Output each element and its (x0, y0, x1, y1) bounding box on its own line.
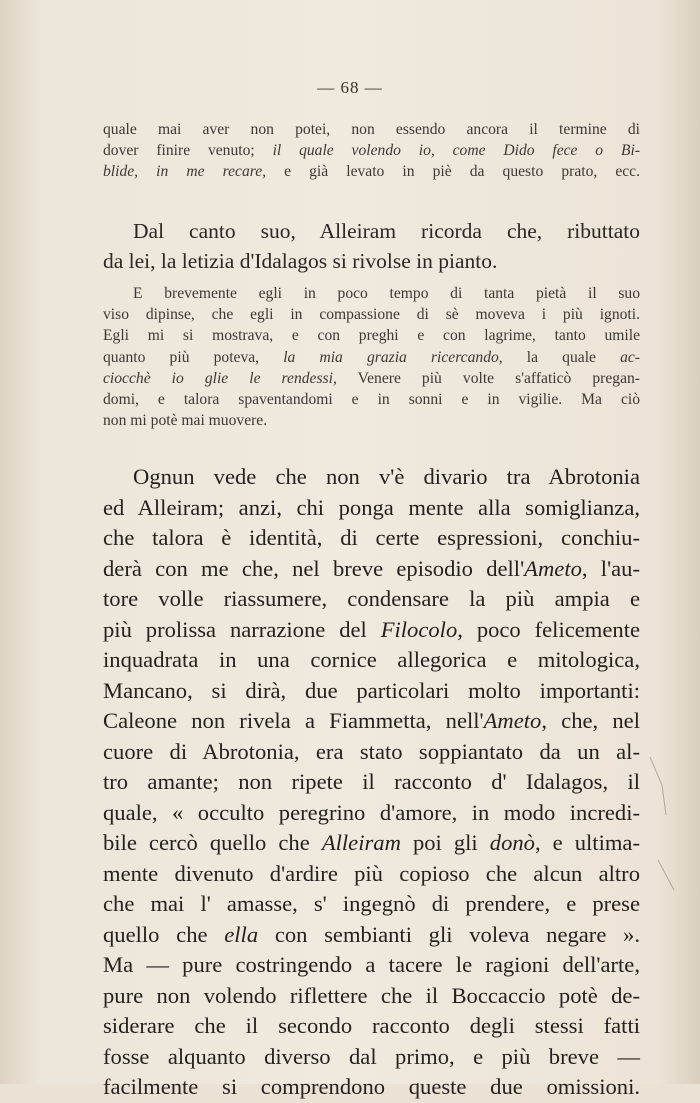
text-span: poi gli (400, 830, 490, 855)
text-span: che talora è identità, di certe espressioni, conchiu- (103, 525, 640, 550)
text-span: dover finire venuto; (103, 142, 273, 160)
italic-span: Filocolo (380, 616, 458, 642)
text-span: , e ultima- (534, 830, 640, 855)
text-span: più prolissa narrazione del (103, 616, 381, 642)
text-line (103, 283, 640, 304)
text-span: viso dipinse, che egli in compassione di sè moveva i più ignoti. (103, 306, 640, 324)
text-span: mente divenuto d'ardire più copioso che alcun altro (103, 860, 640, 886)
text-line (103, 119, 640, 140)
text-span: siderare che il secondo racconto degli stessi fatti (103, 1013, 640, 1038)
text-span: , poco felicemente (457, 616, 641, 642)
text-line (103, 584, 640, 615)
italic-span: la mia grazia ricercando, (283, 348, 503, 366)
text-span: Ma — pure costringendo a tacere le ragioni dell'arte, (103, 952, 640, 977)
text-span: tore volle riassumere, condensare la più ampia e (103, 586, 640, 611)
text-line (103, 1072, 640, 1103)
text-span: Dal canto suo, Alleiram ricorda che, ributtato (133, 219, 640, 243)
text-span: bile cercò quello che (103, 830, 322, 855)
text-line (103, 950, 640, 981)
text-span: tro amante; non ripete il racconto d' Idalagos, il (103, 769, 640, 794)
text-line (103, 767, 640, 798)
text-line (103, 645, 640, 676)
text-line (103, 304, 640, 325)
text-span: Egli mi si mostrava, e con preghi e con lagrime, tanto umile (103, 327, 640, 345)
text-line (103, 347, 640, 368)
text-span: e già levato in piè da questo prato, ecc. (266, 163, 641, 181)
text-line (103, 798, 640, 829)
text-line (103, 981, 640, 1012)
italic-span: Ameto (483, 708, 542, 733)
text-line (103, 368, 640, 389)
text-span: quale, « occulto peregrino d'amore, in modo incredi- (103, 799, 640, 825)
italic-span: donò (489, 830, 535, 855)
text-line (103, 706, 640, 737)
italic-span: ella (224, 921, 259, 947)
text-line (103, 523, 640, 554)
text-line (103, 216, 640, 246)
text-line (103, 615, 640, 646)
text-span: Caleone non rivela a Fiammetta, nell' (103, 708, 484, 733)
text-span: Mancano, si dirà, due particolari molto importanti: (103, 677, 640, 703)
text-line (103, 161, 640, 182)
text-line (103, 828, 640, 859)
text-span: non mi potè mai muovere. (103, 412, 268, 430)
text-line (103, 920, 640, 951)
text-span: pure non volendo riflettere che il Boccaccio potè de- (103, 982, 640, 1008)
text-span: Venere più volte s'affaticò pregan- (336, 369, 640, 387)
italic-span: Alleiram (321, 830, 401, 855)
text-span: quale mai aver non potei, non essendo ancora il termine di (103, 121, 640, 138)
italic-span: ciocchè io glie le rendessi, (103, 369, 337, 387)
text-line (103, 410, 640, 431)
text-line (103, 389, 640, 410)
text-span: facilmente si comprendono queste due omissioni. (103, 1074, 640, 1099)
text-span: domi, e talora spaventandomi e in sonni e in vigilie. Ma ciò (103, 391, 640, 409)
text-span: fosse alquanto diverso dal primo, e più breve — (103, 1043, 640, 1069)
quotation-block-2 (103, 283, 640, 431)
quotation-block-1 (103, 119, 640, 183)
text-span: che mai l' amasse, s' ingegnò di prendere, e prese (103, 891, 640, 916)
text-line (103, 737, 640, 768)
italic-span: ac- (620, 348, 640, 366)
text-span: quello che (103, 921, 225, 947)
text-span: da lei, la letizia d'Idalagos si rivolse in pianto. (103, 249, 498, 273)
text-line (103, 554, 640, 585)
text-span: derà con me che, nel breve episodio dell' (103, 555, 525, 581)
text-line (103, 246, 640, 276)
text-line (103, 676, 640, 707)
text-span: cuore di Abrotonia, era stato soppiantato da un al- (103, 738, 640, 764)
text-line (103, 325, 640, 346)
paragraph-alleiram (103, 216, 640, 276)
italic-span: blide, in me recare, (103, 163, 267, 181)
text-span: la quale (502, 348, 621, 366)
page-number: — 68 — (317, 78, 383, 97)
italic-span: Ameto (524, 555, 582, 581)
text-line (103, 1042, 640, 1073)
text-line (103, 140, 640, 161)
text-span: quanto più poteva, (103, 348, 284, 366)
text-span: , che, nel (541, 708, 640, 733)
text-span: con sembianti gli voleva negare ». (258, 921, 641, 947)
margin-pencil-mark (648, 755, 678, 895)
text-span: E brevemente egli in poco tempo di tanta pietà il suo (133, 285, 640, 302)
text-span: Ognun vede che non v'è divario tra Abrotonia (133, 464, 640, 489)
italic-span: il quale volendo io, come Dido fece o Bi- (272, 142, 640, 160)
text-line (103, 889, 640, 920)
text-line (103, 859, 640, 890)
text-span: ed Alleiram; anzi, chi ponga mente alla somiglianza, (103, 494, 640, 520)
text-span: , l'au- (581, 555, 641, 581)
main-paragraph (103, 462, 640, 1103)
text-line (103, 1011, 640, 1042)
text-span: inquadrata in una cornice allegorica e mitologica, (103, 647, 640, 672)
text-line (103, 462, 640, 493)
text-line (103, 493, 640, 524)
